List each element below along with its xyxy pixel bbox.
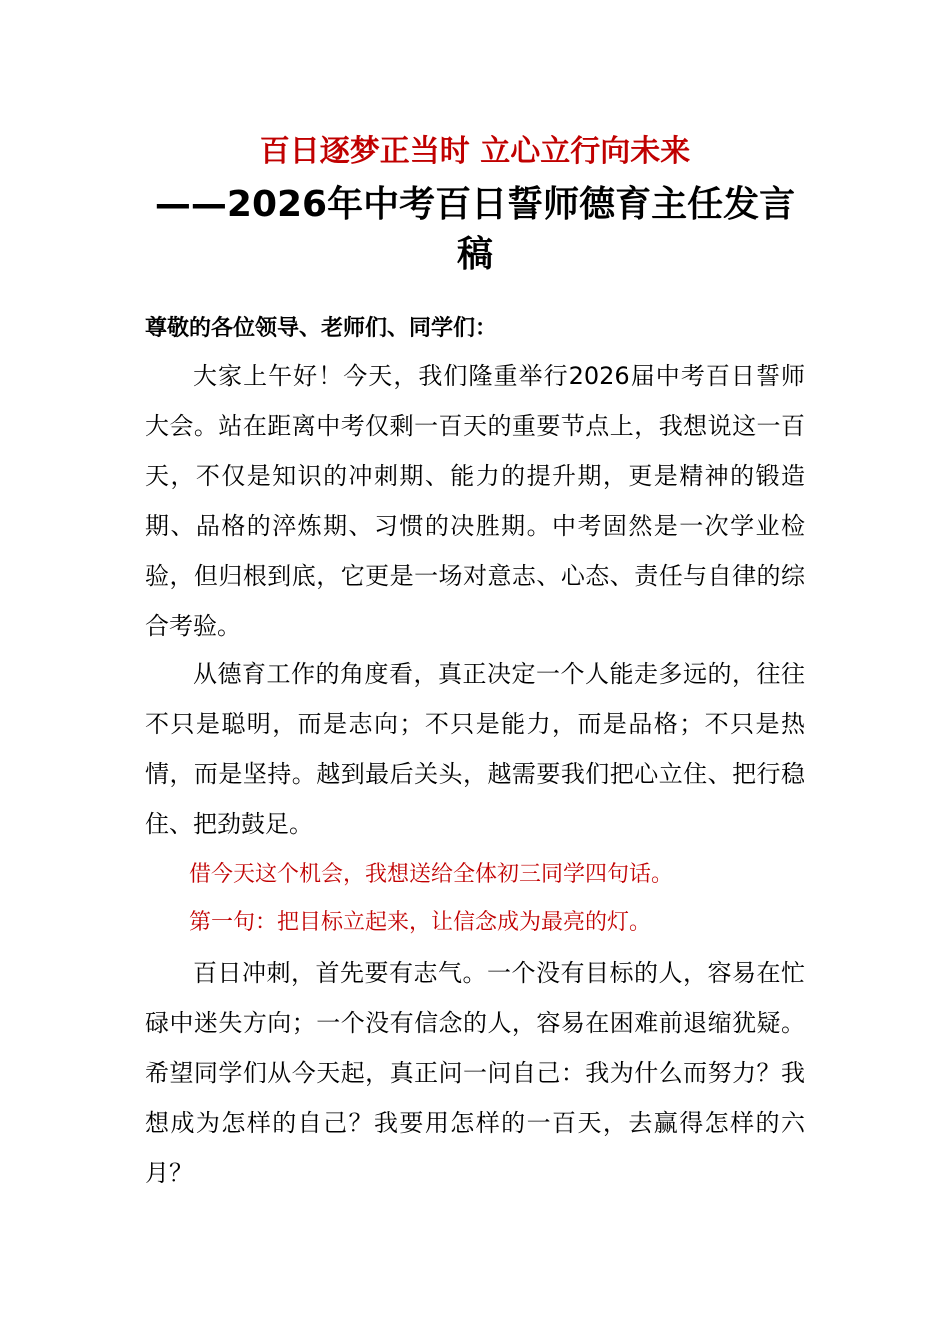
- document-subtitle: ——2026年中考百日誓师德育主任发言稿: [154, 184, 796, 275]
- paragraph-moral-education: 从德育工作的角度看，真正决定一个人能走多远的，往往不只是聪明，而是志向；不只是能力，而是品格；不只是热情，而是坚持。越到最后关头，越需要我们把心立住、把行稳住、把劲鼓足。: [145, 660, 805, 838]
- document-title: 百日逐梦正当时 立心立行向未来: [259, 134, 691, 169]
- paragraph-first-sentence-body: 百日冲刺，首先要有志气。一个没有目标的人，容易在忙碌中迷失方向；一个没有信念的人，容易在困难前退缩犹疑。希望同学们从今天起，真正问一问自己：我为什么而努力？我想成为怎样的自己？我要用怎样的一百天，去赢得怎样的六月？: [145, 959, 805, 1187]
- paragraph-opening: 大家上午好！今天，我们隆重举行2026届中考百日誓师大会。站在距离中考仅剩一百天的重要节点上，我想说这一百天，不仅是知识的冲刺期、能力的提升期，更是精神的锻造期、品格的淬炼期、习惯的决胜期。中考固然是一次学业检验，但归根到底，它更是一场对意志、心态、责任与自律的综合考验。: [145, 362, 805, 640]
- salutation: 尊敬的各位领导、老师们、同学们：: [145, 316, 498, 341]
- paragraph-first-sentence-heading: 第一句：把目标立起来，让信念成为最亮的灯。: [189, 910, 652, 935]
- paragraph-four-sentences-intro: 借今天这个机会，我想送给全体初三同学四句话。: [189, 862, 674, 887]
